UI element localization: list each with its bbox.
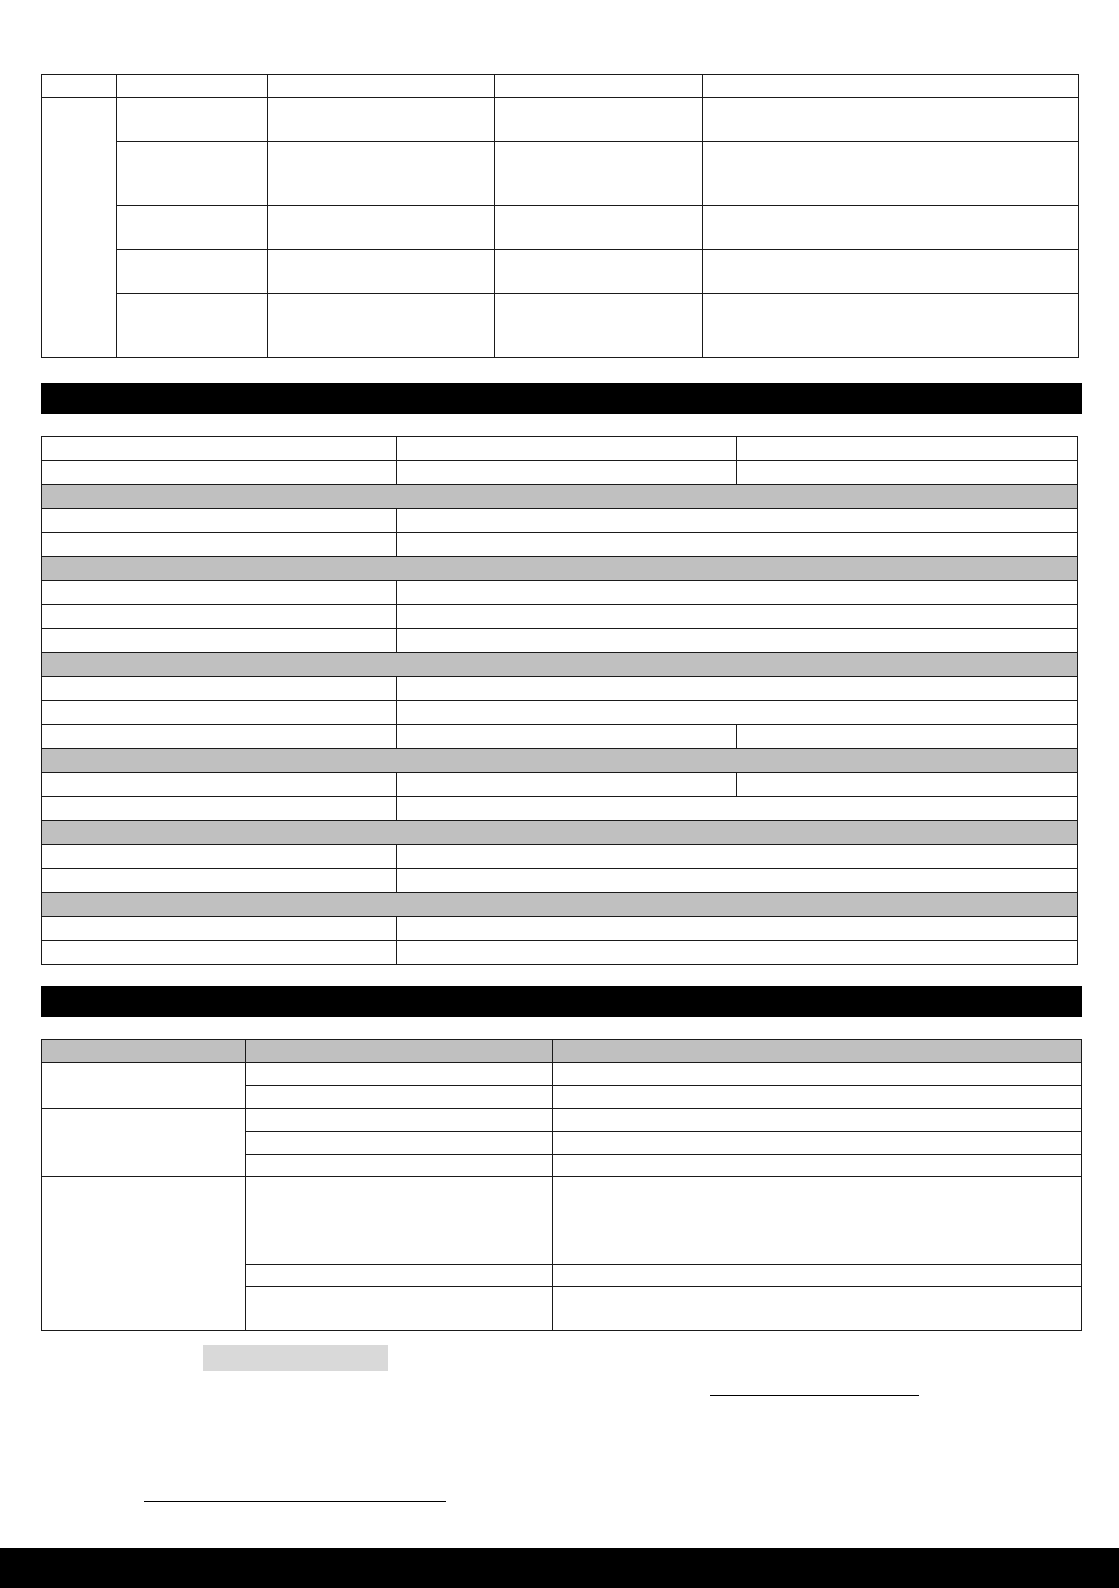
table-row xyxy=(42,773,1078,797)
signature-line[interactable] xyxy=(144,1501,446,1502)
subsection-header-cell xyxy=(42,821,1078,845)
table-3-cell xyxy=(553,1132,1082,1155)
table-row xyxy=(42,629,1078,653)
table-1-cell xyxy=(495,98,703,142)
field-value-cell xyxy=(397,509,1078,533)
field-value-cell xyxy=(737,725,1078,749)
field-value-cell xyxy=(397,941,1078,965)
field-label-cell xyxy=(42,941,397,965)
page-footer-bar xyxy=(0,1548,1119,1588)
field-label-cell xyxy=(42,509,397,533)
table-1-cell xyxy=(495,250,703,294)
field-label-cell xyxy=(42,605,397,629)
table-3-header-cell xyxy=(246,1040,553,1063)
field-value-cell xyxy=(397,581,1078,605)
table-1-cell xyxy=(117,206,268,250)
table-1-cell xyxy=(117,142,268,206)
table-3-cell xyxy=(246,1177,553,1265)
table-1-group-cell xyxy=(42,98,117,358)
table-3-group-cell xyxy=(42,1177,246,1331)
table-row xyxy=(42,206,1079,250)
table-1-cell xyxy=(117,98,268,142)
table-1-cell xyxy=(117,250,268,294)
table-3-cell xyxy=(246,1132,553,1155)
table-row xyxy=(42,725,1078,749)
subsection-header-row xyxy=(42,821,1078,845)
subsection-header-row xyxy=(42,893,1078,917)
field-value-cell xyxy=(397,629,1078,653)
table-row xyxy=(42,869,1078,893)
field-value-cell xyxy=(397,869,1078,893)
subsection-header-row xyxy=(42,557,1078,581)
table-row xyxy=(42,533,1078,557)
field-label-cell xyxy=(42,773,397,797)
section-header-bar xyxy=(41,986,1082,1017)
table-3-header-cell xyxy=(42,1040,246,1063)
table-row xyxy=(42,1109,1082,1132)
field-label-cell xyxy=(42,917,397,941)
subsection-header-cell xyxy=(42,893,1078,917)
field-value-cell xyxy=(397,461,737,485)
table-row xyxy=(42,581,1078,605)
table-row xyxy=(42,605,1078,629)
field-label-cell xyxy=(42,797,397,821)
table-1-cell xyxy=(703,294,1079,358)
field-value-cell xyxy=(737,437,1078,461)
field-value-cell xyxy=(397,701,1078,725)
table-3-cell xyxy=(553,1063,1082,1086)
field-value-cell xyxy=(397,725,737,749)
table-row xyxy=(42,797,1078,821)
table-1-cell xyxy=(117,294,268,358)
field-value-cell xyxy=(397,773,737,797)
table-3-group-cell xyxy=(42,1063,246,1109)
table-3-header-row xyxy=(42,1040,1082,1063)
table-row xyxy=(42,98,1079,142)
field-value-cell xyxy=(397,437,737,461)
table-3-cell xyxy=(246,1086,553,1109)
field-value-cell xyxy=(397,677,1078,701)
table-row xyxy=(42,1063,1082,1086)
table-3-header-cell xyxy=(553,1040,1082,1063)
table-1-cell xyxy=(268,250,495,294)
field-label-cell xyxy=(42,677,397,701)
highlighted-field[interactable] xyxy=(203,1345,388,1371)
subsection-header-row xyxy=(42,653,1078,677)
table-row xyxy=(42,509,1078,533)
table-1-cell xyxy=(703,142,1079,206)
field-value-cell xyxy=(397,605,1078,629)
table-1-header-cell xyxy=(703,75,1079,98)
table-1-cell xyxy=(268,206,495,250)
table-2 xyxy=(41,436,1078,965)
subsection-header-row xyxy=(42,485,1078,509)
table-3-cell xyxy=(246,1109,553,1132)
table-3-cell xyxy=(553,1265,1082,1287)
field-label-cell xyxy=(42,461,397,485)
table-1-cell xyxy=(703,250,1079,294)
table-1-cell xyxy=(495,206,703,250)
table-row xyxy=(42,677,1078,701)
field-label-cell xyxy=(42,845,397,869)
subsection-header-cell xyxy=(42,749,1078,773)
table-row xyxy=(42,1177,1082,1265)
table-3-cell xyxy=(246,1287,553,1331)
table-3-cell xyxy=(553,1287,1082,1331)
table-row xyxy=(42,75,1079,98)
field-label-cell xyxy=(42,437,397,461)
table-3-cell xyxy=(246,1265,553,1287)
table-3-cell xyxy=(246,1155,553,1177)
table-1-header-cell xyxy=(42,75,117,98)
table-row xyxy=(42,437,1078,461)
table-3-cell xyxy=(553,1109,1082,1132)
table-1-cell xyxy=(495,294,703,358)
field-label-cell xyxy=(42,701,397,725)
table-3-cell xyxy=(246,1063,553,1086)
field-value-cell xyxy=(737,773,1078,797)
table-1-cell xyxy=(703,98,1079,142)
subsection-header-cell xyxy=(42,653,1078,677)
table-row xyxy=(42,845,1078,869)
field-label-cell xyxy=(42,725,397,749)
field-value-cell xyxy=(737,461,1078,485)
table-1-header-cell xyxy=(117,75,268,98)
field-value-cell xyxy=(397,797,1078,821)
table-row xyxy=(42,701,1078,725)
table-3 xyxy=(41,1039,1082,1331)
section-header-bar xyxy=(41,383,1082,414)
table-1-header-cell xyxy=(495,75,703,98)
table-1-cell xyxy=(268,294,495,358)
table-row xyxy=(42,294,1079,358)
table-1-header-cell xyxy=(268,75,495,98)
table-1-cell xyxy=(268,142,495,206)
table-1-cell xyxy=(268,98,495,142)
field-label-cell xyxy=(42,533,397,557)
table-row xyxy=(42,250,1079,294)
signature-line[interactable] xyxy=(710,1395,919,1396)
table-3-cell xyxy=(553,1155,1082,1177)
field-label-cell xyxy=(42,581,397,605)
subsection-header-row xyxy=(42,749,1078,773)
field-label-cell xyxy=(42,629,397,653)
subsection-header-cell xyxy=(42,485,1078,509)
subsection-header-cell xyxy=(42,557,1078,581)
field-value-cell xyxy=(397,533,1078,557)
table-3-cell xyxy=(553,1086,1082,1109)
table-row xyxy=(42,142,1079,206)
table-1-cell xyxy=(495,142,703,206)
table-row xyxy=(42,917,1078,941)
field-value-cell xyxy=(397,917,1078,941)
table-1 xyxy=(41,74,1079,358)
table-row xyxy=(42,941,1078,965)
table-row xyxy=(42,461,1078,485)
field-value-cell xyxy=(397,845,1078,869)
table-3-group-cell xyxy=(42,1109,246,1177)
table-1-cell xyxy=(703,206,1079,250)
table-3-cell xyxy=(553,1177,1082,1265)
field-label-cell xyxy=(42,869,397,893)
